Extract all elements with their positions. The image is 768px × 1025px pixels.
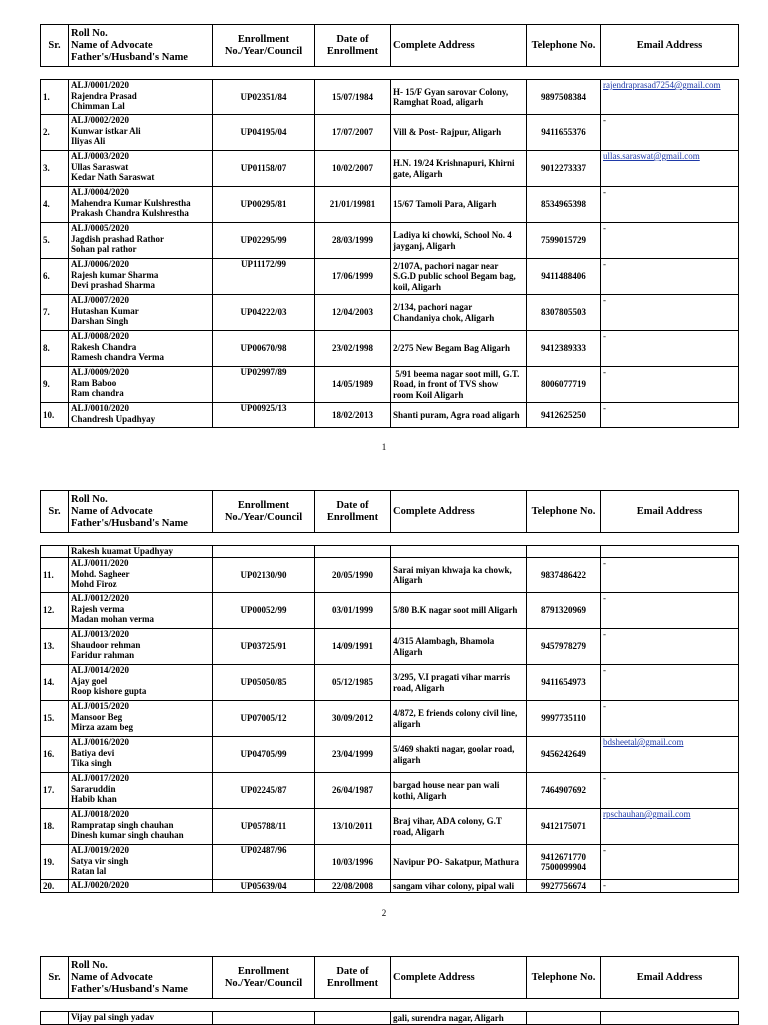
row-email: - [601, 880, 739, 893]
advocate-name: Jagdish prashad Rathor [71, 233, 165, 244]
row-date: 17/07/2007 [315, 115, 391, 151]
roll-number: ALJ/0012/2020 [71, 593, 130, 603]
row-email: - [601, 187, 739, 223]
advocate-name: Rampratap singh chauhan [71, 819, 174, 830]
row-enrollment: UP04705/99 [213, 737, 315, 773]
row-date: 13/10/2011 [315, 809, 391, 845]
row-enrollment: UP02997/89 [213, 367, 315, 403]
row-address: 15/67 Tamoli Para, Aligarh [391, 187, 527, 223]
row-serial: 11. [41, 558, 69, 593]
row-enrollment: UP04222/03 [213, 295, 315, 331]
row-serial: 14. [41, 665, 69, 701]
row-serial [41, 546, 69, 558]
father-name: Darshan Singh [71, 316, 129, 326]
email-link[interactable]: rpschauhan@gmail.com [603, 809, 691, 819]
advocate-name: Rajesh verma [71, 603, 125, 614]
advocate-name: Rajendra Prasad [71, 90, 137, 101]
row-address: 4/315 Alambagh, Bhamola Aligarh [391, 629, 527, 665]
header-email: Email Address [601, 25, 739, 67]
row-email: - [601, 259, 739, 295]
roll-number: ALJ/0017/2020 [71, 773, 130, 783]
row-serial [41, 1012, 69, 1025]
row-telephone: 9411488406 [527, 259, 601, 295]
row-telephone [527, 1012, 601, 1025]
row-telephone: 9412389333 [527, 331, 601, 367]
header-date: Date of Enrollment [315, 25, 391, 67]
row-advocate [69, 259, 213, 295]
row-enrollment: UP11172/99 [213, 259, 315, 295]
row-address: Braj vihar, ADA colony, G.T road, Aligarh [391, 809, 527, 845]
row-date: 17/06/1999 [315, 259, 391, 295]
row-date: 10/03/1996 [315, 845, 391, 880]
table-row [41, 331, 739, 367]
row-date [315, 546, 391, 558]
row-date [315, 1012, 391, 1025]
row-address: Vill & Post- Rajpur, Aligarh [391, 115, 527, 151]
row-address: 3/295, V.I pragati vihar marris road, Aligarh [391, 665, 527, 701]
advocate-name: Shaudoor rehman [71, 639, 141, 650]
row-email: - [601, 629, 739, 665]
advocate-name: Chandresh Upadhyay [71, 413, 156, 424]
row-date: 14/05/1989 [315, 367, 391, 403]
table-row [41, 773, 739, 809]
row-email: - [601, 223, 739, 259]
row-email[interactable] [601, 151, 739, 187]
row-advocate [69, 737, 213, 773]
table-row [41, 546, 739, 558]
row-advocate [69, 809, 213, 845]
row-telephone: 9411655376 [527, 115, 601, 151]
father-name: Mohd Firoz [71, 579, 117, 589]
table-row [41, 665, 739, 701]
row-date: 03/01/1999 [315, 593, 391, 629]
row-date: 22/08/2008 [315, 880, 391, 893]
row-email: - [601, 845, 739, 880]
table-row [41, 151, 739, 187]
row-telephone: 9997735110 [527, 701, 601, 737]
row-advocate [69, 367, 213, 403]
header-email: Email Address [601, 957, 739, 999]
advocate-name: Kunwar istkar Ali [71, 125, 141, 136]
row-telephone: 9837486422 [527, 558, 601, 593]
row-advocate [69, 880, 213, 893]
father-name: Madan mohan verma [71, 614, 154, 624]
row-advocate [69, 665, 213, 701]
table-row [41, 1012, 739, 1025]
row-advocate [69, 558, 213, 593]
roll-number: ALJ/0004/2020 [71, 187, 130, 197]
header-email: Email Address [601, 491, 739, 533]
row-address: 4/872, E friends colony civil line, aligarh [391, 701, 527, 737]
row-email: - [601, 593, 739, 629]
roll-number: ALJ/0014/2020 [71, 665, 130, 675]
page2-header-table [40, 490, 739, 533]
advocate-name: Mansoor Beg [71, 711, 123, 722]
email-link[interactable]: rajendraprasad7254@gmail.com [603, 80, 721, 90]
header-roll: Roll No. Name of Advocate Father's/Husband's Name [69, 25, 213, 67]
row-enrollment: UP02245/87 [213, 773, 315, 809]
row-address: Ladiya ki chowki, School No. 4 jayganj, Aligarh [391, 223, 527, 259]
roll-number: ALJ/0013/2020 [71, 629, 130, 639]
advocate-name: Mohd. Sagheer [71, 568, 130, 579]
row-address: Shanti puram, Agra road aligarh [391, 403, 527, 428]
row-serial: 8. [41, 331, 69, 367]
row-telephone: 9411654973 [527, 665, 601, 701]
roll-number: ALJ/0005/2020 [71, 223, 130, 233]
row-enrollment: UP07005/12 [213, 701, 315, 737]
advocate-name: Satya vir singh [71, 855, 129, 866]
row-advocate [69, 80, 213, 115]
father-name: Prakash Chandra Kulshrestha [71, 208, 189, 218]
row-date: 23/02/1998 [315, 331, 391, 367]
father-name: Ram chandra [71, 388, 124, 398]
table-row [41, 295, 739, 331]
row-telephone: 9927756674 [527, 880, 601, 893]
roll-number: ALJ/0018/2020 [71, 809, 130, 819]
advocate-name: Mahendra Kumar Kulshrestha [71, 197, 191, 208]
table-row [41, 737, 739, 773]
advocate-name: Ajay goel [71, 675, 108, 686]
page-number-1: 1 [381, 442, 387, 452]
page1-header-table [40, 24, 739, 67]
row-date: 28/03/1999 [315, 223, 391, 259]
row-telephone: 9457978279 [527, 629, 601, 665]
row-email[interactable] [601, 80, 739, 115]
row-email: - [601, 558, 739, 593]
row-serial: 15. [41, 701, 69, 737]
row-advocate [69, 773, 213, 809]
header-address: Complete Address [391, 957, 527, 999]
row-telephone: 8534965398 [527, 187, 601, 223]
father-name: Habib khan [71, 794, 117, 804]
row-advocate [69, 629, 213, 665]
row-date: 15/07/1984 [315, 80, 391, 115]
row-date: 10/02/2007 [315, 151, 391, 187]
table-row [41, 845, 739, 880]
father-name: Sohan pal rathor [71, 244, 137, 254]
row-address: 5/469 shakti nagar, goolar road, aligarh [391, 737, 527, 773]
header-sr: Sr. [41, 957, 69, 999]
row-serial: 13. [41, 629, 69, 665]
row-telephone: 9412671770 7500099904 [527, 845, 601, 880]
row-date: 18/02/2013 [315, 403, 391, 428]
row-date: 14/09/1991 [315, 629, 391, 665]
row-advocate [69, 187, 213, 223]
row-address: H.N. 19/24 Krishnapuri, Khirni gate, Aligarh [391, 151, 527, 187]
row-email: - [601, 367, 739, 403]
row-enrollment: UP01158/07 [213, 151, 315, 187]
advocate-name: Ram Baboo [71, 377, 117, 388]
header-telephone: Telephone No. [527, 957, 601, 999]
advocate-name: Rajesh kumar Sharma [71, 269, 159, 280]
roll-number: Rakesh kuamat Upadhyay [71, 546, 174, 556]
table-row [41, 593, 739, 629]
row-advocate [69, 546, 213, 558]
table-row [41, 629, 739, 665]
row-enrollment: UP02295/99 [213, 223, 315, 259]
roll-number: ALJ/0001/2020 [71, 80, 130, 90]
father-name: Mirza azam beg [71, 722, 133, 732]
table-row [41, 367, 739, 403]
header-sr: Sr. [41, 491, 69, 533]
header-telephone: Telephone No. [527, 491, 601, 533]
table-row [41, 880, 739, 893]
row-enrollment: UP05788/11 [213, 809, 315, 845]
row-address: 5/91 beema nagar soot mill, G.T. Road, in front of TVS show room Koil Aligarh [391, 367, 527, 403]
roll-number: ALJ/0011/2020 [71, 558, 129, 568]
row-serial: 6. [41, 259, 69, 295]
row-serial: 3. [41, 151, 69, 187]
row-date: 26/04/1987 [315, 773, 391, 809]
father-name: Ratan lal [71, 866, 107, 876]
header-roll: Roll No. Name of Advocate Father's/Husband's Name [69, 491, 213, 533]
row-date: 23/04/1999 [315, 737, 391, 773]
row-email: - [601, 403, 739, 428]
roll-number: ALJ/0008/2020 [71, 331, 130, 341]
father-name: Faridur rahman [71, 650, 135, 660]
row-address: Sarai miyan khwaja ka chowk, Aligarh [391, 558, 527, 593]
table-row [41, 701, 739, 737]
row-email: - [601, 665, 739, 701]
header-enrollment: Enrollment No./Year/Council [213, 491, 315, 533]
row-advocate [69, 593, 213, 629]
row-enrollment [213, 546, 315, 558]
row-telephone: 7599015729 [527, 223, 601, 259]
row-telephone: 7464907692 [527, 773, 601, 809]
header-telephone: Telephone No. [527, 25, 601, 67]
row-enrollment: UP03725/91 [213, 629, 315, 665]
header-address: Complete Address [391, 491, 527, 533]
page-number-2: 2 [381, 908, 387, 918]
row-telephone: 9412625250 [527, 403, 601, 428]
row-enrollment: UP00670/98 [213, 331, 315, 367]
row-email: - [601, 295, 739, 331]
roll-number: ALJ/0010/2020 [71, 403, 130, 413]
father-name: Devi prashad Sharma [71, 280, 156, 290]
row-date: 21/01/19981 [315, 187, 391, 223]
row-telephone: 9456242649 [527, 737, 601, 773]
row-advocate [69, 701, 213, 737]
row-enrollment: UP02130/90 [213, 558, 315, 593]
row-date: 12/04/2003 [315, 295, 391, 331]
header-date: Date of Enrollment [315, 491, 391, 533]
row-telephone: 8307805503 [527, 295, 601, 331]
row-serial: 5. [41, 223, 69, 259]
header-address: Complete Address [391, 25, 527, 67]
row-serial: 2. [41, 115, 69, 151]
row-enrollment: UP00925/13 [213, 403, 315, 428]
row-telephone [527, 546, 601, 558]
roll-number: ALJ/0006/2020 [71, 259, 130, 269]
row-enrollment: UP04195/04 [213, 115, 315, 151]
page2-rows-table [40, 545, 739, 893]
row-telephone: 9897508384 [527, 80, 601, 115]
row-advocate [69, 331, 213, 367]
page1-rows-table [40, 79, 739, 428]
row-enrollment: UP02487/96 [213, 845, 315, 880]
roll-number: ALJ/0007/2020 [71, 295, 130, 305]
row-serial: 12. [41, 593, 69, 629]
row-advocate [69, 295, 213, 331]
row-date: 30/09/2012 [315, 701, 391, 737]
table-row [41, 80, 739, 115]
table-row [41, 809, 739, 845]
row-email: - [601, 331, 739, 367]
page3-rows-table [40, 1011, 739, 1025]
row-serial: 20. [41, 880, 69, 893]
roll-number: Vijay pal singh yadav [71, 1012, 154, 1022]
table-row [41, 403, 739, 428]
father-name: Roop kishore gupta [71, 686, 147, 696]
row-advocate [69, 1012, 213, 1025]
row-address: H- 15/F Gyan sarovar Colony, Ramghat Road, aligarh [391, 80, 527, 115]
row-telephone: 8006077719 [527, 367, 601, 403]
row-address: Navipur PO- Sakatpur, Mathura [391, 845, 527, 880]
header-enrollment: Enrollment No./Year/Council [213, 25, 315, 67]
row-advocate [69, 151, 213, 187]
roll-number: ALJ/0003/2020 [71, 151, 130, 161]
advocate-name: Ullas Saraswat [71, 161, 129, 172]
father-name: Kedar Nath Saraswat [71, 172, 155, 182]
row-address: 5/80 B.K nagar soot mill Aligarh [391, 593, 527, 629]
father-name: Tika singh [71, 758, 112, 768]
advocate-name: Rakesh Chandra [71, 341, 137, 352]
row-enrollment: UP00295/81 [213, 187, 315, 223]
row-serial: 7. [41, 295, 69, 331]
row-email: - [601, 773, 739, 809]
table-row [41, 259, 739, 295]
row-serial: 16. [41, 737, 69, 773]
row-serial: 18. [41, 809, 69, 845]
advocate-name: Sararuddin [71, 783, 116, 794]
row-enrollment: UP00052/99 [213, 593, 315, 629]
row-serial: 19. [41, 845, 69, 880]
row-serial: 17. [41, 773, 69, 809]
row-enrollment: UP05050/85 [213, 665, 315, 701]
row-serial: 4. [41, 187, 69, 223]
row-email[interactable] [601, 809, 739, 845]
row-enrollment: UP05639/04 [213, 880, 315, 893]
row-email [601, 546, 739, 558]
row-email [601, 1012, 739, 1025]
row-address: bargad house near pan wali kothi, Aligarh [391, 773, 527, 809]
table-row [41, 558, 739, 593]
header-roll: Roll No. Name of Advocate Father's/Husband's Name [69, 957, 213, 999]
row-advocate [69, 115, 213, 151]
father-name: Chimman Lal [71, 101, 125, 111]
row-address: 2/134, pachori nagar Chandaniya chok, Aligarh [391, 295, 527, 331]
row-advocate [69, 845, 213, 880]
roll-number: ALJ/0019/2020 [71, 845, 130, 855]
father-name: Dinesh kumar singh chauhan [71, 830, 184, 840]
advocate-name: Hutashan Kumar [71, 305, 139, 316]
row-serial: 1. [41, 80, 69, 115]
table-row [41, 187, 739, 223]
row-address: 2/107A, pachori nagar near S.G.D public school Begam bag, koil, Aligarh [391, 259, 527, 295]
row-advocate [69, 223, 213, 259]
row-enrollment: UP02351/84 [213, 80, 315, 115]
table-row [41, 115, 739, 151]
row-address: 2/275 New Begam Bag Aligarh [391, 331, 527, 367]
row-date: 20/05/1990 [315, 558, 391, 593]
roll-number: ALJ/0015/2020 [71, 701, 130, 711]
row-date: 05/12/1985 [315, 665, 391, 701]
email-link[interactable]: ullas.saraswat@gmail.com [603, 151, 700, 161]
email-link[interactable]: bdsheetal@gmail.com [603, 737, 684, 747]
row-email: - [601, 701, 739, 737]
row-address [391, 546, 527, 558]
advocate-name: Batiya devi [71, 747, 115, 758]
row-address: sangam vihar colony, pipal wali [391, 880, 527, 893]
father-name: Iliyas Ali [71, 136, 106, 146]
roll-number: ALJ/0016/2020 [71, 737, 130, 747]
roll-number: ALJ/0020/2020 [71, 880, 130, 890]
roll-number: ALJ/0009/2020 [71, 367, 130, 377]
page3-header-table [40, 956, 739, 999]
row-advocate [69, 403, 213, 428]
father-name: Ramesh chandra Verma [71, 352, 165, 362]
row-enrollment [213, 1012, 315, 1025]
header-date: Date of Enrollment [315, 957, 391, 999]
row-telephone: 8791320969 [527, 593, 601, 629]
row-address: gali, surendra nagar, Aligarh [391, 1012, 527, 1025]
header-sr: Sr. [41, 25, 69, 67]
row-telephone: 9412175071 [527, 809, 601, 845]
row-serial: 9. [41, 367, 69, 403]
table-row [41, 223, 739, 259]
row-email: - [601, 115, 739, 151]
roll-number: ALJ/0002/2020 [71, 115, 130, 125]
row-telephone: 9012273337 [527, 151, 601, 187]
row-serial: 10. [41, 403, 69, 428]
row-email[interactable] [601, 737, 739, 773]
header-enrollment: Enrollment No./Year/Council [213, 957, 315, 999]
